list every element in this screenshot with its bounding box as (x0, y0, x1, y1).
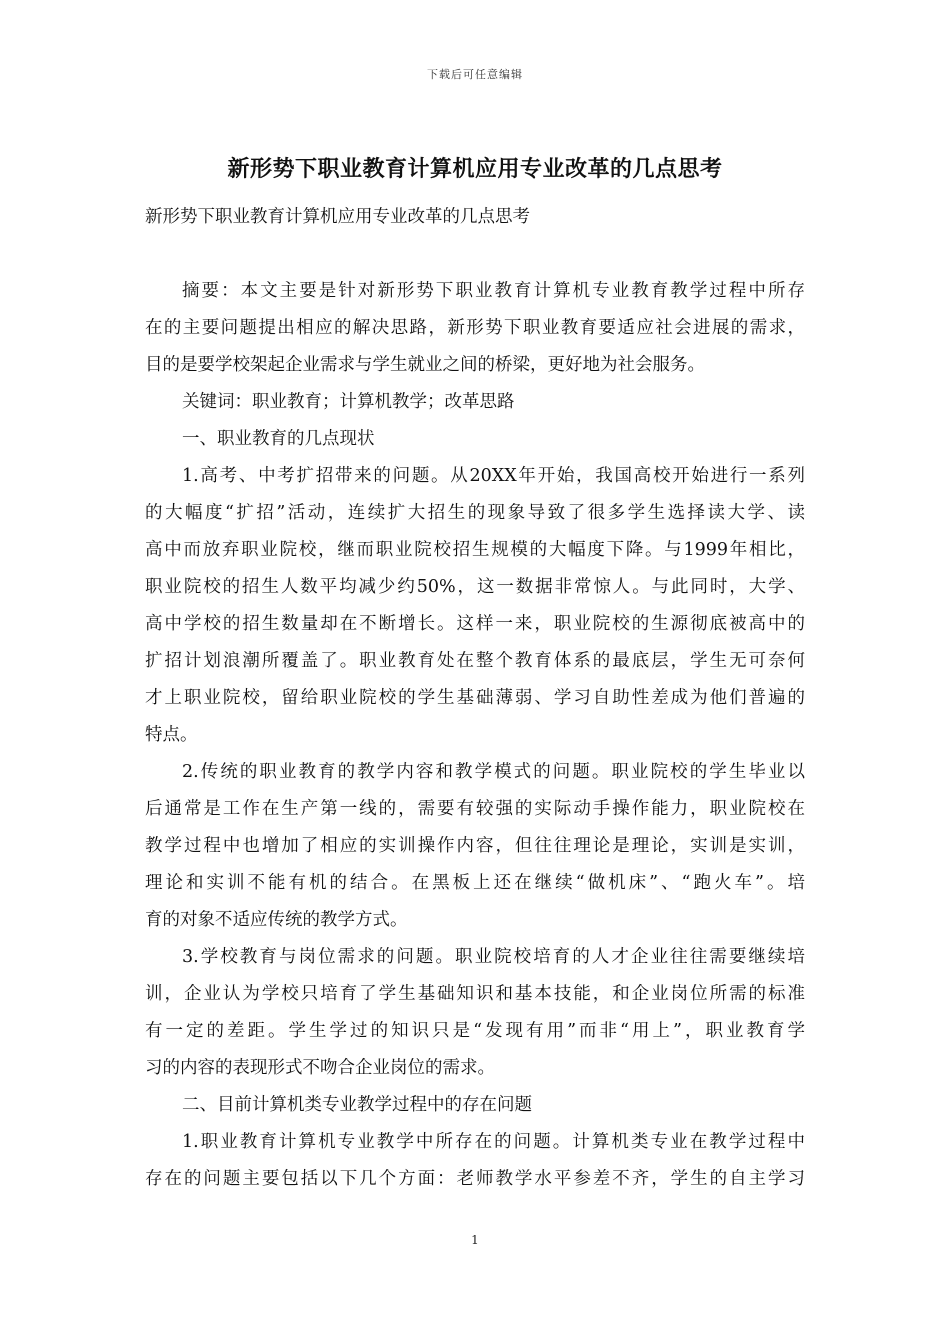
body-text-line: 职业院校的招生人数平均减少约50%，这一数据非常惊人。与此同时，大学、 (145, 577, 805, 597)
body-text-line: 理论和实训不能有机的结合。在黑板上还在继续“做机床”、“跑火车”。培 (145, 873, 805, 893)
body-text-line: 训，企业认为学校只培育了学生基础知识和基本技能，和企业岗位所需的标准 (145, 984, 805, 1004)
body-text-line: 一、职业教育的几点现状 (182, 429, 375, 449)
body-text-line: 在的主要问题提出相应的解决思路，新形势下职业教育要适应社会进展的需求， (145, 318, 805, 338)
body-text-line: 育的对象不适应传统的教学方式。 (145, 910, 408, 930)
body-text-line: 3.学校教育与岗位需求的问题。职业院校培育的人才企业往往需要继续培 (182, 947, 805, 967)
body-text-line: 2.传统的职业教育的教学内容和教学模式的问题。职业院校的学生毕业以 (182, 762, 805, 782)
body-text-line: 后通常是工作在生产第一线的，需要有较强的实际动手操作能力，职业院校在 (145, 799, 805, 819)
document-body (145, 199, 805, 1198)
body-text-line: 有一定的差距。学生学过的知识只是“发现有用”而非“用上”，职业教育学 (145, 1021, 805, 1041)
blank-line (145, 236, 805, 273)
body-text-line: 习的内容的表现形式不吻合企业岗位的需求。 (145, 1058, 495, 1078)
body-text-line: 扩招计划浪潮所覆盖了。职业教育处在整个教育体系的最底层，学生无可奈何 (145, 651, 805, 671)
body-text-line: 高中而放弃职业院校，继而职业院校招生规模的大幅度下降。与1999年相比， (145, 540, 805, 560)
body-text-line: 1.高考、中考扩招带来的问题。从20XX年开始，我国高校开始进行一系列 (182, 466, 805, 486)
body-text-line: 高中学校的招生数量却在不断增长。这样一来，职业院校的生源彻底被高中的 (145, 614, 805, 634)
body-text-line: 摘要：本文主要是针对新形势下职业教育计算机专业教育教学过程中所存 (182, 281, 805, 301)
page-header-note: 下载后可任意编辑 (427, 68, 523, 81)
body-text-line: 教学过程中也增加了相应的实训操作内容，但往往理论是理论，实训是实训， (145, 836, 805, 856)
body-text-line: 存在的问题主要包括以下几个方面：老师教学水平参差不齐，学生的自主学习 (145, 1169, 805, 1189)
body-text-line: 目的是要学校架起企业需求与学生就业之间的桥梁，更好地为社会服务。 (145, 355, 705, 375)
body-text-line: 才上职业院校，留给职业院校的学生基础薄弱、学习自助性差成为他们普遍的 (145, 688, 805, 708)
body-text-line: 二、目前计算机类专业教学过程中的存在问题 (182, 1095, 532, 1115)
body-text-line: 特点。 (145, 725, 198, 745)
body-text-line: 关键词：职业教育；计算机教学；改革思路 (182, 392, 515, 412)
page-number: 1 (471, 1233, 479, 1247)
document-title: 新形势下职业教育计算机应用专业改革的几点思考 (227, 157, 723, 182)
body-text-line: 1.职业教育计算机专业教学中所存在的问题。计算机类专业在教学过程中 (182, 1132, 805, 1152)
body-text-line: 的大幅度“扩招”活动，连续扩大招生的现象导致了很多学生选择读大学、读 (145, 503, 805, 523)
body-text-line: 新形势下职业教育计算机应用专业改革的几点思考 (145, 207, 530, 227)
